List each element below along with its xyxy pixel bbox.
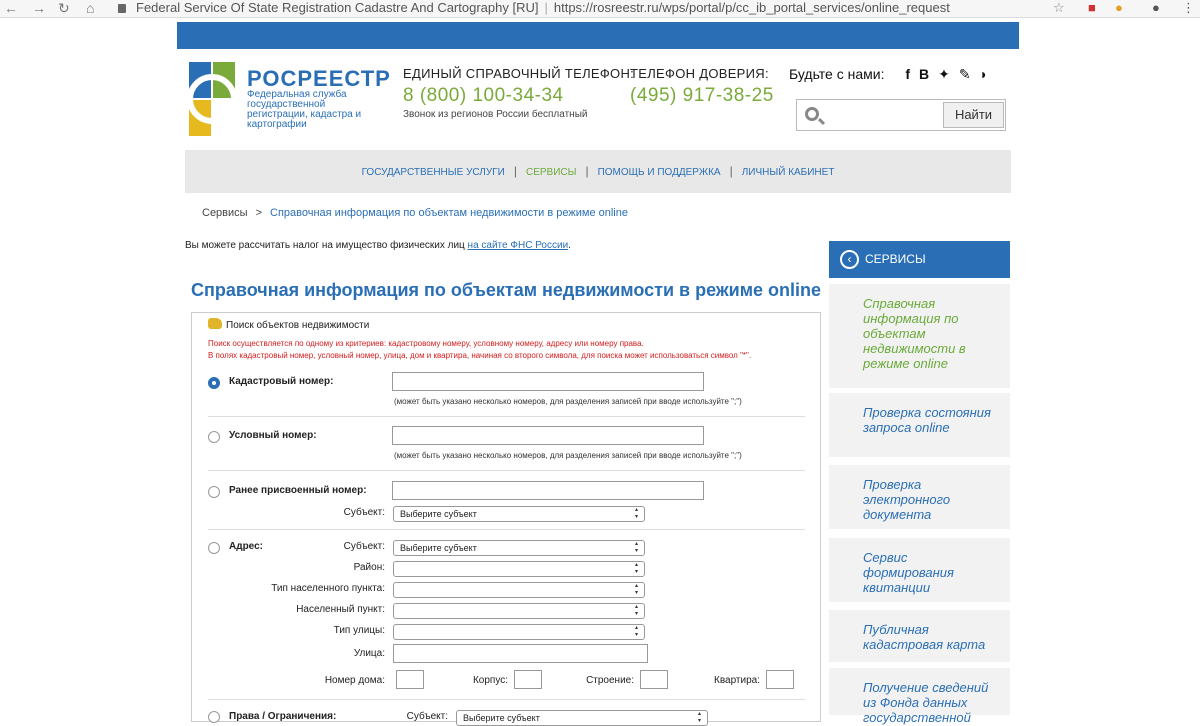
- cadastral-radio[interactable]: [208, 377, 220, 389]
- rights-radio[interactable]: [208, 711, 220, 723]
- subject-select[interactable]: Выберите субъект ▴▾: [393, 506, 645, 522]
- menu-divider: |: [513, 164, 517, 178]
- sidebar-item-document-check[interactable]: Проверка электронного документа: [829, 465, 1010, 529]
- apartment-input[interactable]: [766, 670, 794, 689]
- row-divider: [208, 699, 805, 700]
- street-label: Улица:: [353, 648, 385, 659]
- vk-icon[interactable]: B: [919, 66, 930, 82]
- rss-icon[interactable]: ◗: [979, 66, 989, 82]
- profile-icon[interactable]: ●: [1152, 0, 1160, 15]
- structure-label: Строение:: [586, 675, 634, 686]
- fns-note-end: .: [568, 240, 571, 251]
- search-button[interactable]: Найти: [943, 102, 1004, 128]
- rights-subject-select[interactable]: Выберите субъект ▴▾: [456, 710, 708, 726]
- settlement-type-select[interactable]: [393, 582, 645, 598]
- browser-toolbar: [0, 0, 1200, 18]
- row-divider: [208, 416, 805, 417]
- page-tab-title: Federal Service Of State Registration Cadastre And Cartography [RU]: [136, 0, 539, 15]
- menu-item-services[interactable]: СЕРВИСЫ: [525, 167, 577, 178]
- sidebar-item-data-fund[interactable]: Получение сведений из Фонда данных государственной: [829, 668, 1010, 715]
- forward-icon[interactable]: →: [32, 0, 46, 16]
- structure-input[interactable]: [640, 670, 668, 689]
- previous-number-input[interactable]: [392, 481, 704, 500]
- building-label: Корпус:: [472, 675, 508, 686]
- building-input[interactable]: [514, 670, 542, 689]
- url-text[interactable]: https://rosreestr.ru/wps/portal/p/cc_ib_portal_services/online_request: [553, 0, 950, 15]
- form-heading: [208, 318, 369, 331]
- form-warning-line: В полях кадастровый номер, условный номер, улица, дом и квартира, начиная со второго символа, для поиска может использоваться символ "*".: [208, 351, 752, 360]
- hotline-block: [403, 66, 634, 120]
- cadastral-label: Кадастровый номер:: [229, 376, 334, 387]
- conditional-hint: (может быть указано несколько номеров, для разделения записей при вводе используйте ";"): [394, 451, 742, 460]
- extension-icon[interactable]: ●: [1115, 0, 1123, 15]
- conditional-label: Условный номер:: [229, 430, 317, 441]
- settlement-type-label: Тип населенного пункта:: [271, 583, 385, 594]
- reload-icon[interactable]: ↻: [58, 0, 70, 16]
- social-label: Будьте с нами:: [789, 66, 885, 82]
- logo-name: РОСРЕЕСТР: [247, 66, 391, 91]
- trust-line-label: ТЕЛЕФОН ДОВЕРИЯ:: [630, 66, 769, 81]
- address-bar[interactable]: Federal Service Of State Registration Cadastre And Cartography [RU] | https://rosreestr.ru/wps/portal/p/cc_ib_portal_services/online_request: [118, 0, 950, 16]
- rosreestr-logo[interactable]: [189, 62, 235, 138]
- key-icon: [208, 318, 222, 329]
- services-sidebar-header[interactable]: [829, 241, 1010, 278]
- settlement-select[interactable]: [393, 603, 645, 619]
- form-heading-text: Поиск объектов недвижимости: [226, 320, 370, 331]
- fns-link[interactable]: на сайте ФНС России: [467, 240, 569, 251]
- house-label: Номер дома:: [324, 675, 385, 686]
- sidebar-item-cadastral-map[interactable]: Публичная кадастровая карта: [829, 610, 1010, 662]
- address-radio[interactable]: [208, 542, 220, 554]
- breadcrumb-current[interactable]: Справочная информация по объектам недвижимости в режиме online: [270, 207, 628, 219]
- street-type-label: Тип улицы:: [333, 625, 385, 636]
- sidebar-item-online-info[interactable]: Справочная информация по объектам недвижимости в режиме online: [829, 284, 1010, 388]
- twitter-icon[interactable]: ✦: [938, 66, 950, 82]
- settlement-label: Населенный пункт:: [296, 604, 385, 615]
- lock-icon: [118, 4, 126, 13]
- breadcrumb-root[interactable]: Сервисы: [202, 207, 248, 219]
- previous-number-label: Ранее присвоенный номер:: [229, 485, 367, 496]
- district-select[interactable]: [393, 561, 645, 577]
- form-warning-line: Поиск осуществляется по одному из критериев: кадастровому номеру, условному номеру, адресу или номеру права.: [208, 339, 644, 348]
- main-menu: [185, 150, 1011, 193]
- fns-note-text: Вы можете рассчитать налог на имущество физических лиц: [185, 240, 465, 251]
- address-subject-label: Субъект:: [343, 541, 385, 552]
- conditional-radio[interactable]: [208, 431, 220, 443]
- hotline-note: Звонок из регионов России бесплатный: [403, 109, 588, 120]
- fns-note: [185, 240, 571, 251]
- conditional-input[interactable]: [392, 426, 704, 445]
- form-warning: [208, 338, 808, 362]
- menu-icon[interactable]: ⋮: [1182, 0, 1195, 15]
- social-block: [789, 66, 988, 83]
- top-strip: [177, 22, 1019, 49]
- house-input[interactable]: [396, 670, 424, 689]
- chevron-left-icon: ‹: [840, 250, 859, 269]
- hotline-label: ЕДИНЫЙ СПРАВОЧНЫЙ ТЕЛЕФОН:: [403, 66, 635, 81]
- address-subject-select[interactable]: Выберите субъект ▴▾: [393, 540, 645, 556]
- street-input[interactable]: [393, 644, 648, 663]
- row-divider: [208, 470, 805, 471]
- street-type-select[interactable]: [393, 624, 645, 640]
- page: [177, 18, 1019, 725]
- sidebar-item-request-status[interactable]: Проверка состояния запроса online: [829, 393, 1010, 457]
- search-input[interactable]: [831, 100, 941, 130]
- search-icon: [805, 107, 819, 121]
- apartment-label: Квартира:: [714, 675, 760, 686]
- menu-item-help[interactable]: ПОМОЩЬ И ПОДДЕРЖКА: [597, 167, 721, 178]
- previous-number-radio[interactable]: [208, 486, 220, 498]
- back-icon[interactable]: ←: [4, 0, 18, 16]
- menu-item-account[interactable]: ЛИЧНЫЙ КАБИНЕТ: [741, 167, 835, 178]
- district-label: Район:: [353, 562, 385, 573]
- sidebar-item-receipt-service[interactable]: Сервис формирования квитанции: [829, 538, 1010, 602]
- blog-icon[interactable]: ✎: [958, 66, 971, 82]
- hotline-number: 8 (800) 100-34-34: [403, 85, 564, 106]
- home-icon[interactable]: ⌂: [86, 0, 95, 16]
- cadastral-hint: (может быть указано несколько номеров, для разделения записей при вводе используйте ";"): [394, 397, 742, 406]
- row-divider: [208, 529, 805, 530]
- menu-item-state-services[interactable]: ГОСУДАРСТВЕННЫЕ УСЛУГИ: [361, 167, 505, 178]
- trust-line-number: (495) 917-38-25: [630, 85, 774, 106]
- rights-label: Права / Ограничения:: [229, 711, 337, 722]
- star-icon[interactable]: ☆: [1053, 0, 1065, 15]
- services-sidebar-title: СЕРВИСЫ: [865, 252, 926, 266]
- breadcrumb: [202, 207, 628, 219]
- menu-divider: |: [729, 164, 733, 178]
- menu-divider: |: [585, 164, 589, 178]
- facebook-icon[interactable]: f: [905, 66, 911, 82]
- page-title: Справочная информация по объектам недвижимости в режиме online: [191, 280, 822, 300]
- subject-label: Субъект:: [343, 507, 385, 518]
- search-form: [191, 312, 821, 722]
- logo-subtitle: Федеральная служба государственной регистрации, кадастра и картографии: [247, 89, 362, 130]
- address-label: Адрес:: [229, 541, 263, 552]
- trust-line-block: [630, 66, 774, 107]
- cadastral-input[interactable]: [392, 372, 704, 391]
- breadcrumb-separator: >: [255, 207, 263, 219]
- rights-subject-label: Субъект:: [406, 711, 448, 722]
- extension-icon[interactable]: ■: [1088, 0, 1096, 15]
- search-box: [796, 99, 1006, 131]
